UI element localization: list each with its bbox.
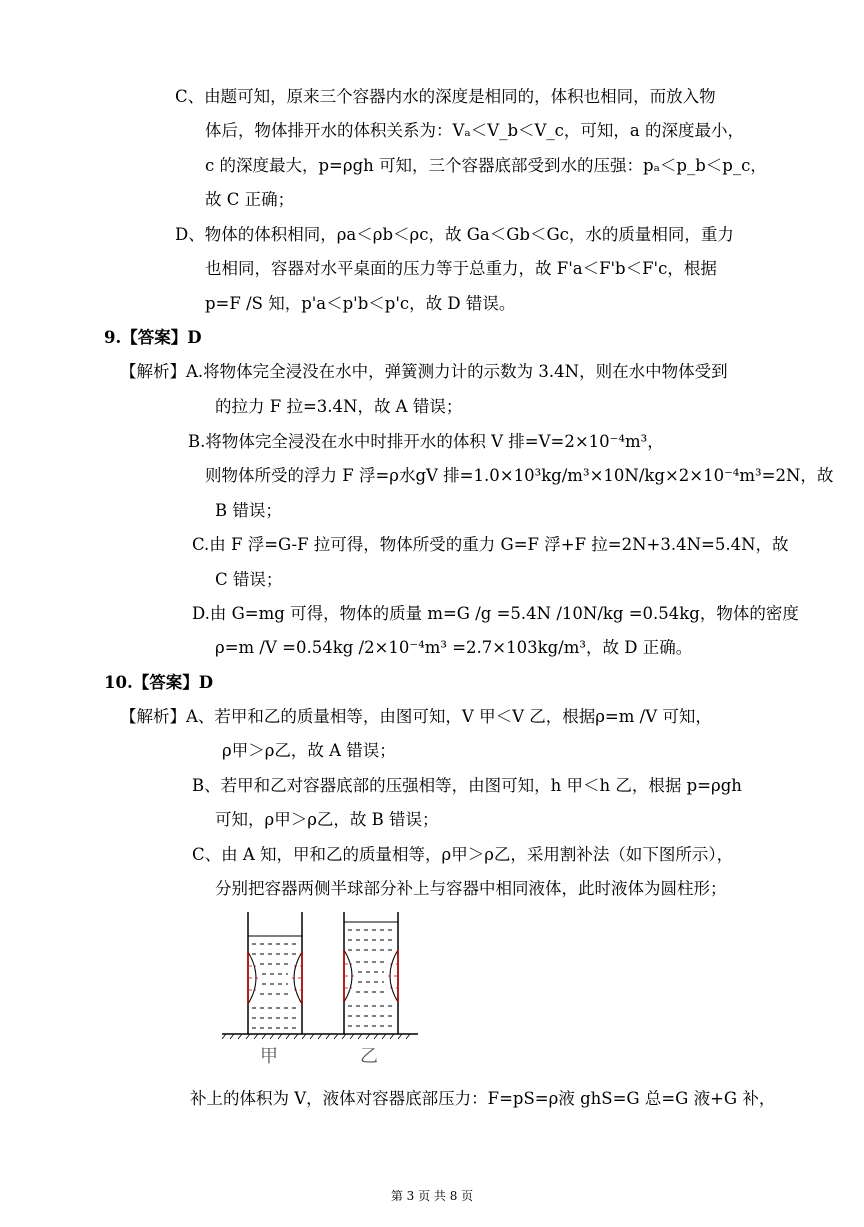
text-line: 【解析】A、若甲和乙的质量相等，由图可知，V 甲＜V 乙，根据ρ=m /V 可知， [120,707,712,726]
text-line: C、由 A 知，甲和乙的质量相等，ρ甲＞ρ乙，采用割补法（如下图所示）， [192,845,734,864]
text-line: 体后，物体排开水的体积关系为：Vₐ＜V_b＜V_c，可知，a 的深度最小， [205,121,744,140]
text-line: 故 C 正确； [205,190,295,209]
text-line: B 错误； [215,501,282,520]
answer-heading: 10.【答案】D [104,673,214,692]
figure-label-jia: 甲 [260,1046,278,1067]
text-line: ρ甲＞ρ乙，故 A 错误； [222,741,396,760]
text-line: p=F /S 知，p'a＜p'b＜p'c，故 D 错误。 [205,294,516,313]
text-line: ρ=m /V =0.54kg /2×10⁻⁴m³ =2.7×103kg/m³，故 D 正确。 [215,638,693,657]
text-line: B.将物体完全浸没在水中时排开水的体积 V 排=V=2×10⁻⁴m³， [188,432,664,451]
page-footer: 第 3 页 共 8 页 [390,1189,474,1203]
text-line: c 的深度最大，p=ρgh 可知，三个容器底部受到水的压强：pₐ＜p_b＜p_c， [205,156,767,175]
text-line: 也相同，容器对水平桌面的压力等于总重力，故 F'a＜F'b＜F'c，根据 [205,259,717,278]
text-line: 补上的体积为 V，液体对容器底部压力：F=pS=ρ液 ghS=G 总=G 液+G 补， [190,1089,776,1108]
text-line: B、若甲和乙对容器底部的压强相等，由图可知，h 甲＜h 乙，根据 p=ρgh [192,776,742,795]
text-line: D、物体的体积相同，ρa＜ρb＜ρc，故 Ga＜Gb＜Gc，水的质量相同，重力 [175,225,734,244]
text-line: C.由 F 浮=G-F 拉可得，物体所受的重力 G=F 浮+F 拉=2N+3.4N=5.4N，故 [192,535,789,554]
text-line: 【解析】A.将物体完全浸没在水中，弹簧测力计的示数为 3.4N，则在水中物体受到 [120,362,728,381]
text-line: 则物体所受的浮力 F 浮=ρ水gV 排=1.0×10³kg/m³×10N/kg×2×10⁻⁴m³=2N，故 [205,466,834,485]
answer-heading: 9.【答案】D [104,328,202,347]
container-figure [220,908,420,1068]
text-line: 分别把容器两侧半球部分补上与容器中相同液体，此时液体为圆柱形； [215,879,727,898]
text-line: D.由 G=mg 可得，物体的质量 m=G /g =5.4N /10N/kg =0.54kg，物体的密度 [192,604,799,623]
text-line: 的拉力 F 拉=3.4N，故 A 错误； [215,397,463,416]
text-line: C、由题可知，原来三个容器内水的深度是相同的，体积也相同，而放入物 [175,87,716,106]
figure-label-yi: 乙 [360,1046,378,1067]
text-line: 可知，ρ甲＞ρ乙，故 B 错误； [215,810,439,829]
text-line: C 错误； [215,570,283,589]
